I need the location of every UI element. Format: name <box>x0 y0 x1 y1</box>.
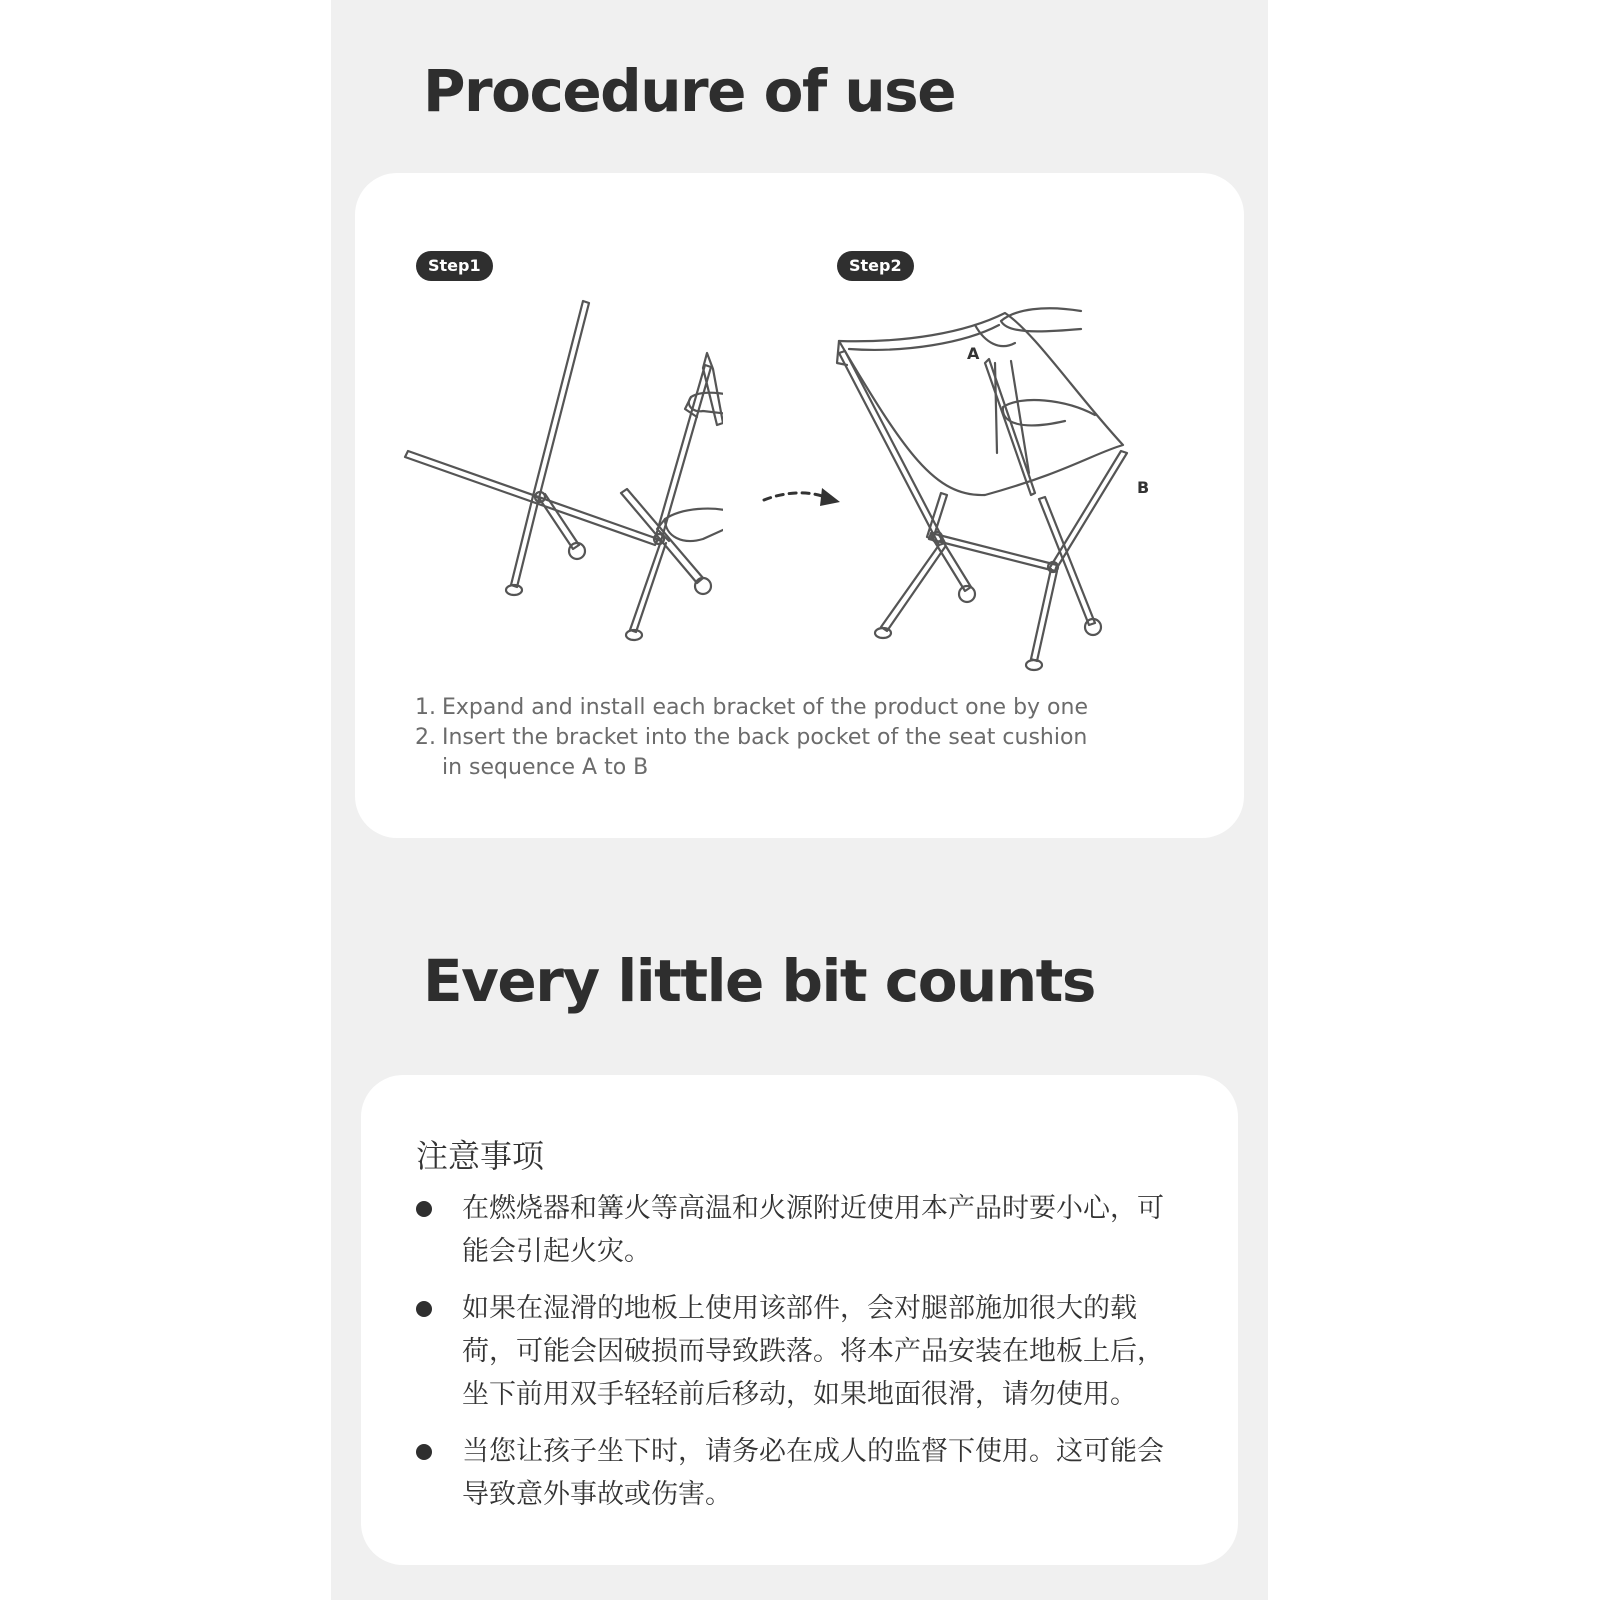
procedure-instructions <box>415 693 1135 783</box>
label-b: B <box>1137 478 1150 497</box>
instruction-item <box>415 723 1135 783</box>
notes-card <box>361 1075 1238 1565</box>
note-text: 如果在湿滑的地板上使用该部件，会对腿部施加很大的载荷，可能会因破损而导致跌落。将本产品安装在地板上后，坐下前用双手轻轻前后移动，如果地面很滑，请勿使用。 <box>462 1293 1164 1410</box>
chair-frame-assembly-illustration <box>403 293 723 673</box>
procedure-heading: Procedure of use <box>423 57 956 125</box>
procedure-card <box>355 173 1244 838</box>
chair-seat-install-illustration <box>825 303 1185 683</box>
bullet-dot-icon <box>416 1301 432 1317</box>
note-item <box>416 1430 1196 1516</box>
step1-badge: Step1 <box>416 251 493 281</box>
label-a: A <box>967 344 980 363</box>
instruction-number: 2. <box>415 725 436 750</box>
instruction-number: 1. <box>415 695 436 720</box>
note-item <box>416 1187 1196 1273</box>
bullet-dot-icon <box>416 1444 432 1460</box>
note-text: 当您让孩子坐下时，请务必在成人的监督下使用。这可能会导致意外事故或伤害。 <box>462 1436 1164 1510</box>
notes-heading: Every little bit counts <box>423 947 1095 1015</box>
instruction-text: Insert the bracket into the back pocket of the seat cushion in sequence A to B <box>442 725 1088 780</box>
step2-badge: Step2 <box>837 251 914 281</box>
instruction-text: Expand and install each bracket of the product one by one <box>442 695 1088 720</box>
notes-card-title: 注意事项 <box>416 1137 545 1175</box>
bullet-dot-icon <box>416 1201 432 1217</box>
note-item <box>416 1287 1196 1416</box>
instruction-item <box>415 693 1135 723</box>
note-text: 在燃烧器和篝火等高温和火源附近使用本产品时要小心，可能会引起火灾。 <box>462 1193 1164 1267</box>
